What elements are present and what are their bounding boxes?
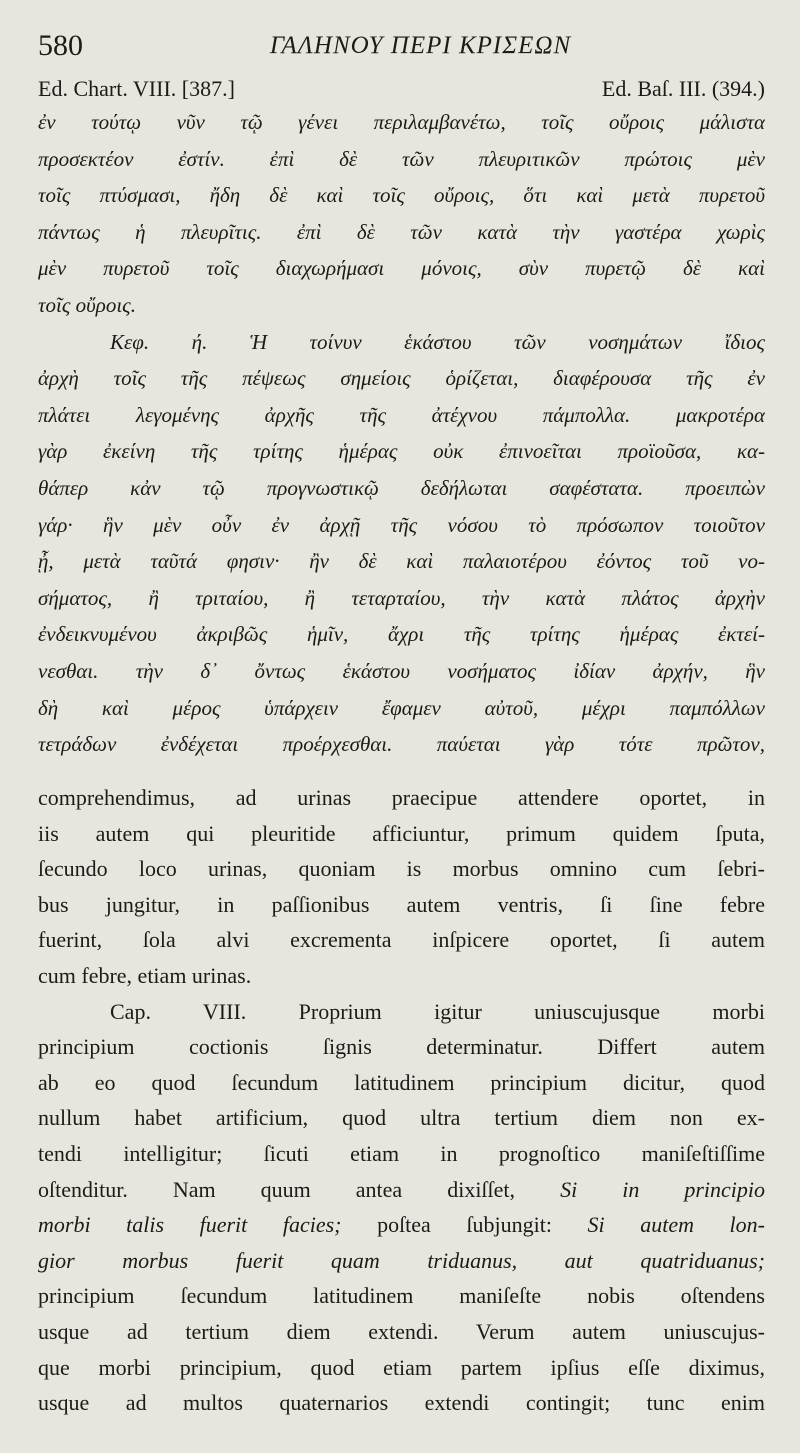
greek-line: προσεκτέον ἐστίν. ἐπὶ δὲ τῶν πλευριτικῶν πρώτοις μὲν	[38, 146, 765, 171]
edition-chartier: Ed. Chart. VIII. [387.]	[38, 76, 235, 101]
latin-line: usque ad tertium diem extendi. Verum autem uniuscujus-	[38, 1318, 765, 1344]
greek-line: ἐν τούτῳ νῦν τῷ γένει περιλαμβανέτω, τοῖς οὔροις μάλιστα	[38, 110, 765, 134]
quotation-italic: Si in principio	[560, 1176, 765, 1202]
greek-line: τετράδων ἐνδέχεται προέρχεσθαι. παύεται γὰρ τότε πρῶτον,	[38, 732, 765, 757]
latin-line: principium coctionis ſignis determinatur. Differt autem	[38, 1034, 765, 1060]
edition-references	[38, 73, 765, 105]
latin-line: bus jungitur, in paſſionibus autem ventris, ſi ſine febre	[38, 891, 765, 917]
page-number: 580	[38, 29, 83, 62]
latin-line: cum febre, etiam urinas.	[38, 962, 252, 988]
greek-line: γὰρ ἐκείνη τῆς τρίτης ἡμέρας οὐκ ἐπινοεῖται προϊοῦσα, κα-	[38, 439, 765, 464]
greek-line: ἀρχὴ τοῖς τῆς πέψεως σημείοις ὁρίζεται, διαφέρουσα τῆς ἐν	[38, 366, 765, 391]
latin-line: ab eo quod ſecundum latitudinem principium dicitur, quod	[38, 1069, 765, 1095]
latin-line: fuerint, ſola alvi excrementa inſpicere oportet, ſi autem	[38, 927, 765, 953]
greek-line: ᾖ, μετὰ ταῦτά φησιν· ἢν δὲ καὶ παλαιοτέρου ἐόντος τοῦ νο-	[38, 549, 765, 574]
greek-line: νεσθαι. τὴν δ᾽ ὄντως ἑκάστου νοσήματος ἰδίαν ἀρχήν, ἣν	[38, 658, 765, 683]
latin-line	[38, 1172, 765, 1208]
latin-line-text: poſtea ſubjungit:	[377, 1212, 552, 1238]
greek-line: γάρ· ἣν μὲν οὖν ἐν ἀρχῇ τῆς νόσου τὸ πρόσωπον τοιοῦτον	[38, 512, 765, 537]
quotation-italic: Si autem lon-	[587, 1212, 765, 1238]
greek-line: πλάτει λεγομένης ἀρχῆς τῆς ἀτέχνου πάμπολλα. μακροτέρα	[38, 402, 765, 427]
greek-line: ἐνδεικνυμένου ἀκριβῶς ἡμῖν, ἄχρι τῆς τρίτης ἡμέρας ἐκτεί-	[38, 622, 765, 647]
greek-text	[38, 104, 765, 763]
latin-line: nullum habet artificium, quod ultra tertium diem non ex-	[38, 1105, 765, 1131]
greek-line: μὲν πυρετοῦ τοῖς διαχωρήμασι μόνοις, σὺν πυρετῷ δὲ καὶ	[38, 256, 765, 281]
latin-line-text: oſtenditur. Nam quum antea dixiſſet,	[38, 1176, 516, 1202]
quotation-italic: morbi talis fuerit facies;	[38, 1212, 342, 1238]
greek-line: τοῖς πτύσμασι, ἤδη δὲ καὶ τοῖς οὔροις, ὅτι καὶ μετὰ πυρετοῦ	[38, 183, 765, 208]
latin-chapter-heading-line: Cap. VIII. Proprium igitur uniuscujusque morbi	[110, 998, 765, 1024]
quotation-italic-line: gior morbus fuerit quam triduanus, aut quatriduanus;	[38, 1247, 765, 1273]
latin-line: comprehendimus, ad urinas praecipue attendere oportet, in	[38, 785, 765, 810]
latin-line: que morbi principium, quod etiam partem ipſius eſſe diximus,	[38, 1354, 765, 1380]
page-header	[38, 26, 773, 66]
latin-line	[38, 1207, 765, 1243]
running-title: ΓΑΛΗΝΟΥ ΠΕΡΙ ΚΡΙΣΕΩΝ	[269, 32, 572, 59]
latin-line: usque ad multos quaternarios extendi contingit; tunc enim	[38, 1390, 765, 1416]
latin-line: ſecundo loco urinas, quoniam is morbus omnino cum ſebri-	[38, 856, 765, 882]
latin-line: principium ſecundum latitudinem maniſeſte nobis oſtendens	[38, 1283, 765, 1309]
greek-line: τοῖς οὔροις.	[38, 292, 136, 317]
greek-line: πάντως ἡ πλευρῖτις. ἐπὶ δὲ τῶν κατὰ τὴν γαστέρα χωρὶς	[38, 219, 765, 244]
latin-line: tendi intelligitur; ſicuti etiam in prognoſtico maniſeſtiſſime	[38, 1140, 765, 1166]
greek-chapter-heading-line: Κεφ. ή. Ἡ τοίνυν ἑκάστου τῶν νοσημάτων ἴδιος	[110, 329, 765, 354]
edition-basel: Ed. Baſ. III. (394.)	[601, 76, 765, 101]
latin-line: iis autem qui pleuritide afficiuntur, primum quidem ſputa,	[38, 820, 765, 846]
greek-line: σήματος, ἢ τριταίου, ἢ τεταρταίου, τὴν κατὰ πλάτος ἀρχὴν	[38, 585, 765, 610]
greek-line: θάπερ κἀν τῷ προγνωστικῷ δεδήλωται σαφέστατα. προειπὼν	[38, 475, 765, 500]
latin-text	[38, 780, 765, 1421]
greek-line: δὴ καὶ μέρος ὑπάρχειν ἔφαμεν αὐτοῦ, μέχρι παμπόλλων	[38, 695, 765, 720]
